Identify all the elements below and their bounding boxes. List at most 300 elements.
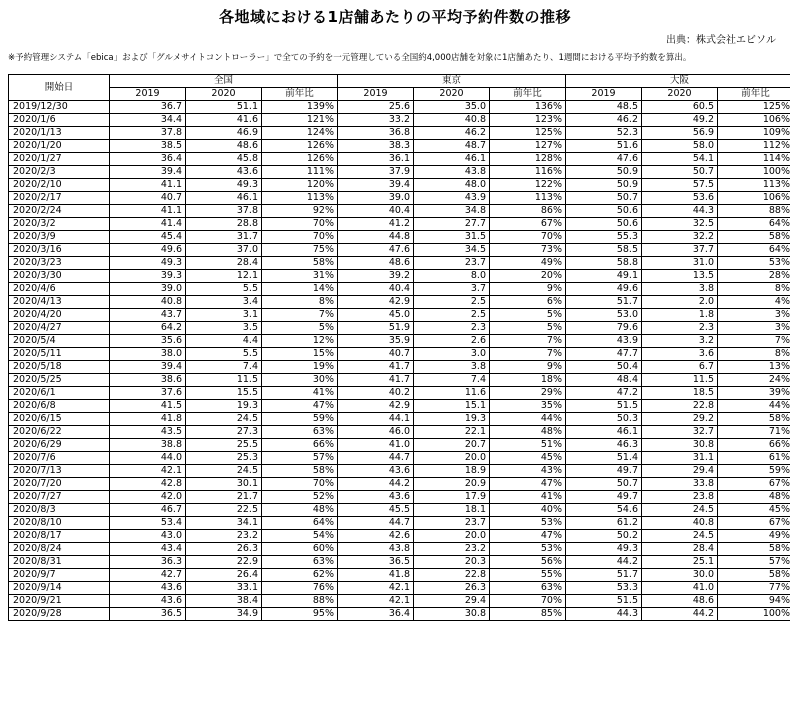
osaka-yoy-cell: 57% xyxy=(718,556,790,569)
table-row xyxy=(9,595,790,608)
osaka-2020-cell: 58.0 xyxy=(642,140,718,153)
national-yoy-cell: 8% xyxy=(262,296,338,309)
tokyo-2019-cell: 47.6 xyxy=(338,244,414,257)
date-cell: 2019/12/30 xyxy=(9,101,110,114)
national-yoy-cell: 59% xyxy=(262,413,338,426)
region-header-osaka: 大阪 xyxy=(566,75,790,88)
tokyo-2020-cell: 29.4 xyxy=(414,595,490,608)
national-2019-cell: 43.6 xyxy=(110,595,186,608)
year-header-row xyxy=(9,88,790,101)
tokyo-yoy-cell: 86% xyxy=(490,205,566,218)
osaka-yoy-cell: 8% xyxy=(718,283,790,296)
region-header-row xyxy=(9,75,790,88)
date-cell: 2020/4/20 xyxy=(9,309,110,322)
osaka-2019-cell: 61.2 xyxy=(566,517,642,530)
osaka-2019-cell: 50.6 xyxy=(566,205,642,218)
date-cell: 2020/2/24 xyxy=(9,205,110,218)
osaka-2019-cell: 51.6 xyxy=(566,140,642,153)
osaka-2019-cell: 49.7 xyxy=(566,491,642,504)
osaka-yoy-cell: 88% xyxy=(718,205,790,218)
subheader-2020: 2020 xyxy=(642,88,718,101)
osaka-2019-cell: 46.3 xyxy=(566,439,642,452)
national-2020-cell: 25.5 xyxy=(186,439,262,452)
date-cell: 2020/6/29 xyxy=(9,439,110,452)
osaka-2020-cell: 44.3 xyxy=(642,205,718,218)
table-row xyxy=(9,426,790,439)
date-cell: 2020/8/31 xyxy=(9,556,110,569)
osaka-yoy-cell: 7% xyxy=(718,335,790,348)
tokyo-yoy-cell: 45% xyxy=(490,452,566,465)
date-cell: 2020/1/27 xyxy=(9,153,110,166)
tokyo-yoy-cell: 67% xyxy=(490,218,566,231)
subheader-yoy: 前年比 xyxy=(718,88,790,101)
osaka-2020-cell: 41.0 xyxy=(642,582,718,595)
osaka-yoy-cell: 8% xyxy=(718,348,790,361)
national-yoy-cell: 70% xyxy=(262,231,338,244)
osaka-2020-cell: 48.6 xyxy=(642,595,718,608)
national-2019-cell: 41.8 xyxy=(110,413,186,426)
table-row xyxy=(9,166,790,179)
tokyo-yoy-cell: 63% xyxy=(490,582,566,595)
date-cell: 2020/8/3 xyxy=(9,504,110,517)
national-2019-cell: 41.1 xyxy=(110,205,186,218)
osaka-2019-cell: 51.5 xyxy=(566,595,642,608)
national-2019-cell: 39.0 xyxy=(110,283,186,296)
tokyo-yoy-cell: 29% xyxy=(490,387,566,400)
table-row xyxy=(9,309,790,322)
date-cell: 2020/3/23 xyxy=(9,257,110,270)
osaka-2020-cell: 50.7 xyxy=(642,166,718,179)
osaka-yoy-cell: 3% xyxy=(718,309,790,322)
tokyo-yoy-cell: 116% xyxy=(490,166,566,179)
national-2020-cell: 22.5 xyxy=(186,504,262,517)
national-yoy-cell: 63% xyxy=(262,426,338,439)
osaka-2019-cell: 47.2 xyxy=(566,387,642,400)
osaka-yoy-cell: 67% xyxy=(718,478,790,491)
tokyo-2019-cell: 44.7 xyxy=(338,452,414,465)
tokyo-2020-cell: 43.9 xyxy=(414,192,490,205)
tokyo-2020-cell: 23.7 xyxy=(414,517,490,530)
osaka-2020-cell: 2.3 xyxy=(642,322,718,335)
osaka-2019-cell: 50.4 xyxy=(566,361,642,374)
tokyo-2019-cell: 45.5 xyxy=(338,504,414,517)
date-cell: 2020/4/6 xyxy=(9,283,110,296)
national-2019-cell: 43.0 xyxy=(110,530,186,543)
tokyo-2019-cell: 41.7 xyxy=(338,374,414,387)
tokyo-2019-cell: 41.8 xyxy=(338,569,414,582)
subheader-2020: 2020 xyxy=(414,88,490,101)
tokyo-2020-cell: 18.9 xyxy=(414,465,490,478)
national-2020-cell: 3.5 xyxy=(186,322,262,335)
national-yoy-cell: 62% xyxy=(262,569,338,582)
table-row xyxy=(9,530,790,543)
national-yoy-cell: 12% xyxy=(262,335,338,348)
national-yoy-cell: 52% xyxy=(262,491,338,504)
table-row xyxy=(9,296,790,309)
national-yoy-cell: 7% xyxy=(262,309,338,322)
tokyo-2019-cell: 36.1 xyxy=(338,153,414,166)
osaka-2020-cell: 44.2 xyxy=(642,608,718,621)
tokyo-yoy-cell: 9% xyxy=(490,361,566,374)
osaka-2020-cell: 31.0 xyxy=(642,257,718,270)
date-cell: 2020/1/20 xyxy=(9,140,110,153)
tokyo-2020-cell: 3.0 xyxy=(414,348,490,361)
tokyo-2019-cell: 43.8 xyxy=(338,543,414,556)
tokyo-2020-cell: 48.7 xyxy=(414,140,490,153)
date-cell: 2020/9/21 xyxy=(9,595,110,608)
tokyo-yoy-cell: 55% xyxy=(490,569,566,582)
national-2019-cell: 43.4 xyxy=(110,543,186,556)
national-2019-cell: 38.5 xyxy=(110,140,186,153)
national-2020-cell: 48.6 xyxy=(186,140,262,153)
table-row xyxy=(9,452,790,465)
osaka-2019-cell: 52.3 xyxy=(566,127,642,140)
tokyo-yoy-cell: 85% xyxy=(490,608,566,621)
tokyo-yoy-cell: 51% xyxy=(490,439,566,452)
osaka-yoy-cell: 109% xyxy=(718,127,790,140)
osaka-yoy-cell: 64% xyxy=(718,244,790,257)
osaka-2019-cell: 79.6 xyxy=(566,322,642,335)
national-2020-cell: 25.3 xyxy=(186,452,262,465)
osaka-2020-cell: 25.1 xyxy=(642,556,718,569)
osaka-2020-cell: 57.5 xyxy=(642,179,718,192)
national-yoy-cell: 47% xyxy=(262,400,338,413)
date-cell: 2020/2/10 xyxy=(9,179,110,192)
tokyo-2019-cell: 44.8 xyxy=(338,231,414,244)
tokyo-yoy-cell: 48% xyxy=(490,426,566,439)
national-yoy-cell: 126% xyxy=(262,140,338,153)
osaka-2020-cell: 24.5 xyxy=(642,530,718,543)
national-2020-cell: 34.9 xyxy=(186,608,262,621)
osaka-yoy-cell: 100% xyxy=(718,608,790,621)
national-yoy-cell: 15% xyxy=(262,348,338,361)
date-cell: 2020/9/28 xyxy=(9,608,110,621)
osaka-2020-cell: 32.5 xyxy=(642,218,718,231)
table-row xyxy=(9,283,790,296)
methodology-note: ※予約管理システム「ebica」および「グルメサイトコントローラー」で全ての予約を一元管理している全国約4,000店舗を対象に1店舗あたり、1週間における平均予約数を算出。 xyxy=(8,53,692,63)
table-row xyxy=(9,608,790,621)
tokyo-2020-cell: 46.1 xyxy=(414,153,490,166)
national-yoy-cell: 70% xyxy=(262,218,338,231)
osaka-2019-cell: 50.3 xyxy=(566,413,642,426)
national-2019-cell: 41.4 xyxy=(110,218,186,231)
national-2019-cell: 43.7 xyxy=(110,309,186,322)
national-yoy-cell: 120% xyxy=(262,179,338,192)
table-row xyxy=(9,504,790,517)
tokyo-2020-cell: 20.0 xyxy=(414,530,490,543)
tokyo-2020-cell: 3.7 xyxy=(414,283,490,296)
osaka-2020-cell: 33.8 xyxy=(642,478,718,491)
national-yoy-cell: 64% xyxy=(262,517,338,530)
osaka-2019-cell: 50.7 xyxy=(566,478,642,491)
tokyo-2020-cell: 2.3 xyxy=(414,322,490,335)
date-cell: 2020/7/27 xyxy=(9,491,110,504)
tokyo-2020-cell: 19.3 xyxy=(414,413,490,426)
osaka-2020-cell: 49.2 xyxy=(642,114,718,127)
osaka-2019-cell: 53.0 xyxy=(566,309,642,322)
national-yoy-cell: 30% xyxy=(262,374,338,387)
national-yoy-cell: 58% xyxy=(262,257,338,270)
osaka-2019-cell: 47.6 xyxy=(566,153,642,166)
osaka-2019-cell: 55.3 xyxy=(566,231,642,244)
osaka-2019-cell: 44.2 xyxy=(566,556,642,569)
date-cell: 2020/5/4 xyxy=(9,335,110,348)
tokyo-2020-cell: 2.5 xyxy=(414,309,490,322)
date-cell: 2020/7/6 xyxy=(9,452,110,465)
osaka-2020-cell: 3.6 xyxy=(642,348,718,361)
tokyo-2019-cell: 45.0 xyxy=(338,309,414,322)
national-2020-cell: 26.4 xyxy=(186,569,262,582)
national-2019-cell: 36.5 xyxy=(110,608,186,621)
national-2019-cell: 38.0 xyxy=(110,348,186,361)
osaka-2020-cell: 30.0 xyxy=(642,569,718,582)
osaka-2019-cell: 49.1 xyxy=(566,270,642,283)
national-2020-cell: 49.3 xyxy=(186,179,262,192)
tokyo-2019-cell: 42.9 xyxy=(338,400,414,413)
tokyo-2020-cell: 48.0 xyxy=(414,179,490,192)
osaka-yoy-cell: 106% xyxy=(718,114,790,127)
national-yoy-cell: 95% xyxy=(262,608,338,621)
osaka-yoy-cell: 64% xyxy=(718,218,790,231)
osaka-yoy-cell: 48% xyxy=(718,491,790,504)
osaka-2019-cell: 50.2 xyxy=(566,530,642,543)
tokyo-2020-cell: 2.6 xyxy=(414,335,490,348)
osaka-yoy-cell: 58% xyxy=(718,569,790,582)
table-row xyxy=(9,361,790,374)
tokyo-yoy-cell: 44% xyxy=(490,413,566,426)
national-yoy-cell: 63% xyxy=(262,556,338,569)
osaka-2020-cell: 31.1 xyxy=(642,452,718,465)
date-cell: 2020/1/13 xyxy=(9,127,110,140)
osaka-yoy-cell: 61% xyxy=(718,452,790,465)
osaka-2019-cell: 44.3 xyxy=(566,608,642,621)
tokyo-2020-cell: 34.5 xyxy=(414,244,490,257)
tokyo-2019-cell: 40.4 xyxy=(338,283,414,296)
national-2019-cell: 43.5 xyxy=(110,426,186,439)
date-cell: 2020/6/22 xyxy=(9,426,110,439)
tokyo-yoy-cell: 47% xyxy=(490,478,566,491)
osaka-yoy-cell: 58% xyxy=(718,543,790,556)
osaka-2019-cell: 51.7 xyxy=(566,296,642,309)
osaka-2020-cell: 24.5 xyxy=(642,504,718,517)
national-2020-cell: 37.0 xyxy=(186,244,262,257)
subheader-yoy: 前年比 xyxy=(262,88,338,101)
table-row xyxy=(9,140,790,153)
subheader-2019: 2019 xyxy=(338,88,414,101)
tokyo-2019-cell: 40.2 xyxy=(338,387,414,400)
tokyo-2019-cell: 41.7 xyxy=(338,361,414,374)
tokyo-2020-cell: 34.8 xyxy=(414,205,490,218)
national-yoy-cell: 126% xyxy=(262,153,338,166)
table-header xyxy=(9,75,790,101)
national-2019-cell: 38.6 xyxy=(110,374,186,387)
tokyo-yoy-cell: 7% xyxy=(490,348,566,361)
tokyo-2019-cell: 38.3 xyxy=(338,140,414,153)
table-row xyxy=(9,192,790,205)
national-2020-cell: 28.8 xyxy=(186,218,262,231)
table-row xyxy=(9,335,790,348)
tokyo-yoy-cell: 122% xyxy=(490,179,566,192)
osaka-yoy-cell: 113% xyxy=(718,179,790,192)
osaka-2020-cell: 32.2 xyxy=(642,231,718,244)
tokyo-2019-cell: 37.9 xyxy=(338,166,414,179)
subheader-yoy: 前年比 xyxy=(490,88,566,101)
national-yoy-cell: 124% xyxy=(262,127,338,140)
national-2019-cell: 41.5 xyxy=(110,400,186,413)
osaka-2020-cell: 32.7 xyxy=(642,426,718,439)
national-2019-cell: 36.4 xyxy=(110,153,186,166)
national-2019-cell: 35.6 xyxy=(110,335,186,348)
tokyo-yoy-cell: 123% xyxy=(490,114,566,127)
national-yoy-cell: 121% xyxy=(262,114,338,127)
table-row xyxy=(9,478,790,491)
table-row xyxy=(9,491,790,504)
national-2019-cell: 64.2 xyxy=(110,322,186,335)
tokyo-2020-cell: 23.7 xyxy=(414,257,490,270)
national-2019-cell: 40.8 xyxy=(110,296,186,309)
national-2019-cell: 49.3 xyxy=(110,257,186,270)
tokyo-yoy-cell: 70% xyxy=(490,595,566,608)
osaka-2019-cell: 51.4 xyxy=(566,452,642,465)
national-yoy-cell: 14% xyxy=(262,283,338,296)
osaka-yoy-cell: 66% xyxy=(718,439,790,452)
osaka-yoy-cell: 100% xyxy=(718,166,790,179)
national-2020-cell: 24.5 xyxy=(186,413,262,426)
national-2020-cell: 23.2 xyxy=(186,530,262,543)
tokyo-2019-cell: 39.2 xyxy=(338,270,414,283)
date-cell: 2020/4/13 xyxy=(9,296,110,309)
osaka-2019-cell: 51.5 xyxy=(566,400,642,413)
tokyo-2020-cell: 22.1 xyxy=(414,426,490,439)
table-row xyxy=(9,465,790,478)
national-2020-cell: 31.7 xyxy=(186,231,262,244)
tokyo-yoy-cell: 6% xyxy=(490,296,566,309)
table-row xyxy=(9,218,790,231)
date-cell: 2020/2/3 xyxy=(9,166,110,179)
national-yoy-cell: 88% xyxy=(262,595,338,608)
table-row xyxy=(9,543,790,556)
date-cell: 2020/5/11 xyxy=(9,348,110,361)
national-2020-cell: 15.5 xyxy=(186,387,262,400)
osaka-yoy-cell: 67% xyxy=(718,517,790,530)
osaka-2020-cell: 40.8 xyxy=(642,517,718,530)
osaka-2020-cell: 28.4 xyxy=(642,543,718,556)
region-header-national: 全国 xyxy=(110,75,338,88)
table-row xyxy=(9,101,790,114)
table-row xyxy=(9,127,790,140)
table-row xyxy=(9,114,790,127)
table-row xyxy=(9,179,790,192)
national-2020-cell: 43.6 xyxy=(186,166,262,179)
national-2019-cell: 37.6 xyxy=(110,387,186,400)
tokyo-2020-cell: 30.8 xyxy=(414,608,490,621)
osaka-2019-cell: 58.5 xyxy=(566,244,642,257)
osaka-2020-cell: 13.5 xyxy=(642,270,718,283)
tokyo-2019-cell: 46.0 xyxy=(338,426,414,439)
national-2020-cell: 34.1 xyxy=(186,517,262,530)
subheader-2019: 2019 xyxy=(566,88,642,101)
osaka-2019-cell: 54.6 xyxy=(566,504,642,517)
date-cell: 2020/2/17 xyxy=(9,192,110,205)
osaka-2019-cell: 48.5 xyxy=(566,101,642,114)
region-header-tokyo: 東京 xyxy=(338,75,566,88)
tokyo-2020-cell: 3.8 xyxy=(414,361,490,374)
osaka-yoy-cell: 59% xyxy=(718,465,790,478)
osaka-2020-cell: 18.5 xyxy=(642,387,718,400)
date-cell: 2020/3/30 xyxy=(9,270,110,283)
national-2020-cell: 12.1 xyxy=(186,270,262,283)
source-credit: 出典：株式会社エビソル xyxy=(666,35,776,46)
osaka-2019-cell: 47.7 xyxy=(566,348,642,361)
national-2019-cell: 49.6 xyxy=(110,244,186,257)
tokyo-yoy-cell: 56% xyxy=(490,556,566,569)
osaka-2020-cell: 3.2 xyxy=(642,335,718,348)
date-cell: 2020/6/15 xyxy=(9,413,110,426)
tokyo-2019-cell: 40.7 xyxy=(338,348,414,361)
osaka-yoy-cell: 94% xyxy=(718,595,790,608)
tokyo-yoy-cell: 43% xyxy=(490,465,566,478)
national-2019-cell: 42.0 xyxy=(110,491,186,504)
tokyo-2020-cell: 11.6 xyxy=(414,387,490,400)
national-2019-cell: 36.7 xyxy=(110,101,186,114)
tokyo-2020-cell: 27.7 xyxy=(414,218,490,231)
national-2020-cell: 41.6 xyxy=(186,114,262,127)
national-yoy-cell: 19% xyxy=(262,361,338,374)
tokyo-yoy-cell: 49% xyxy=(490,257,566,270)
tokyo-2020-cell: 20.9 xyxy=(414,478,490,491)
national-2019-cell: 41.1 xyxy=(110,179,186,192)
tokyo-yoy-cell: 125% xyxy=(490,127,566,140)
tokyo-2019-cell: 48.6 xyxy=(338,257,414,270)
national-2019-cell: 36.3 xyxy=(110,556,186,569)
osaka-2020-cell: 29.2 xyxy=(642,413,718,426)
osaka-2020-cell: 54.1 xyxy=(642,153,718,166)
national-2020-cell: 19.3 xyxy=(186,400,262,413)
date-cell: 2020/6/8 xyxy=(9,400,110,413)
table-row xyxy=(9,270,790,283)
national-2019-cell: 43.6 xyxy=(110,582,186,595)
national-yoy-cell: 92% xyxy=(262,205,338,218)
osaka-2020-cell: 37.7 xyxy=(642,244,718,257)
tokyo-yoy-cell: 20% xyxy=(490,270,566,283)
tokyo-yoy-cell: 47% xyxy=(490,530,566,543)
tokyo-2019-cell: 36.5 xyxy=(338,556,414,569)
tokyo-2020-cell: 46.2 xyxy=(414,127,490,140)
date-cell: 2020/3/16 xyxy=(9,244,110,257)
osaka-2020-cell: 23.8 xyxy=(642,491,718,504)
table-row xyxy=(9,244,790,257)
tokyo-yoy-cell: 9% xyxy=(490,283,566,296)
national-2020-cell: 21.7 xyxy=(186,491,262,504)
date-cell: 2020/5/18 xyxy=(9,361,110,374)
tokyo-2019-cell: 44.2 xyxy=(338,478,414,491)
date-cell: 2020/7/13 xyxy=(9,465,110,478)
table-row xyxy=(9,439,790,452)
osaka-yoy-cell: 125% xyxy=(718,101,790,114)
osaka-2019-cell: 48.4 xyxy=(566,374,642,387)
table-row xyxy=(9,387,790,400)
tokyo-2020-cell: 43.8 xyxy=(414,166,490,179)
table-row xyxy=(9,153,790,166)
national-2019-cell: 40.7 xyxy=(110,192,186,205)
osaka-2019-cell: 49.6 xyxy=(566,283,642,296)
national-2020-cell: 30.1 xyxy=(186,478,262,491)
national-yoy-cell: 41% xyxy=(262,387,338,400)
tokyo-yoy-cell: 73% xyxy=(490,244,566,257)
tokyo-2019-cell: 43.6 xyxy=(338,465,414,478)
national-2020-cell: 46.9 xyxy=(186,127,262,140)
national-2019-cell: 39.4 xyxy=(110,361,186,374)
